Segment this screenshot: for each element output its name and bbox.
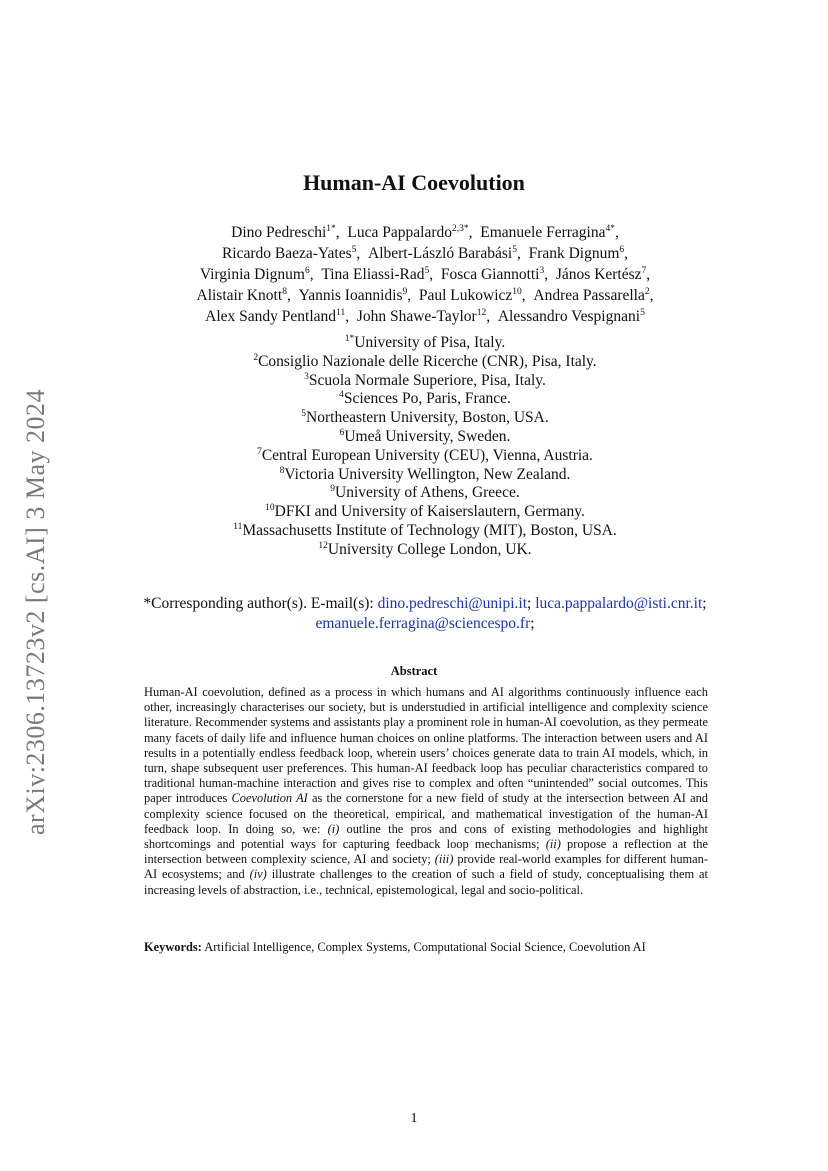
- affiliation-text: Consiglio Nazionale delle Ricerche (CNR), Pisa, Italy.: [258, 352, 597, 370]
- affiliation-text: Sciences Po, Paris, France.: [343, 390, 511, 408]
- author-name: Albert-László Barabási: [368, 245, 513, 262]
- author-name: Alessandro Vespignani: [497, 308, 641, 325]
- author-affiliation-mark: 7: [641, 266, 647, 276]
- abstract-text: Human-AI coevolution, defined as a process in which humans and AI algorithms continuously influence each other, increasingly characterises our society, but is understudied in artificial intelligence and complexity science literature. Recommender systems and assistants play a prominent role in human-AI coevolution, as they permeate many facets of daily life and influence human choices on online platforms. The interaction between users and AI results in a potentially endless feedback loop, wherein users’ choices generate data to train AI models, which, in turn, shape subsequent user preferences. This human-AI feedback loop has peculiar characteristics compared to traditional human-machine interaction and gives rise to complex and often “unintended” social outcomes. This paper introduces: [144, 685, 708, 806]
- affiliation-mark: 12: [318, 540, 328, 551]
- author: [522, 287, 654, 304]
- author-name: Luca Pappalardo: [347, 224, 452, 241]
- affiliation-text: University of Athens, Greece.: [335, 484, 520, 502]
- affiliation-text: University College London, UK.: [327, 540, 532, 558]
- corresponding-authors: [110, 594, 740, 634]
- author-affiliation-mark: 3: [539, 266, 545, 276]
- author-affiliation-mark: 4*: [605, 224, 615, 234]
- author-affiliation-mark: 2: [644, 287, 650, 297]
- keywords: [144, 940, 724, 955]
- affiliation-list: [90, 334, 760, 560]
- author: [517, 245, 628, 262]
- affiliation-text: Umeå University, Sweden.: [344, 427, 511, 445]
- affiliation-mark: 7: [257, 446, 262, 457]
- author-affiliation-mark: 9: [402, 287, 408, 297]
- affiliation: [90, 428, 760, 447]
- page-number: 1: [410, 1111, 418, 1126]
- email-separator: ;: [702, 595, 707, 612]
- abstract-text: illustrate challenges to the creation of such a field of study, conceptualising them at increasing levels of abstraction, i.e., technical, epistemological, legal and socio-political.: [144, 867, 709, 897]
- author: [200, 266, 310, 283]
- abstract-text: outline the pros and cons of existing methodologies and highlight shortcomings and potential ways for capturing feedback loop mechanisms;: [144, 821, 708, 852]
- author: [197, 287, 287, 304]
- abstract-body: [144, 685, 708, 898]
- author: [287, 287, 407, 304]
- affiliation: [90, 372, 760, 391]
- author-name: Frank Dignum: [528, 245, 620, 262]
- author: [544, 266, 650, 283]
- affiliation-mark: 3: [304, 371, 309, 382]
- author: [345, 308, 486, 325]
- author-affiliation-mark: 2,3*: [452, 224, 469, 234]
- affiliation-mark: 10: [265, 503, 275, 514]
- affiliation: [90, 466, 760, 485]
- author-line: [90, 285, 760, 306]
- affiliation-mark: 8: [279, 465, 285, 476]
- author-name: John Shawe-Taylor: [356, 308, 477, 325]
- affiliation-mark: 6: [339, 427, 345, 438]
- author-affiliation-mark: 1*: [326, 224, 336, 234]
- affiliation-mark: 1*: [344, 334, 355, 344]
- author: [429, 266, 544, 283]
- author-name: Alistair Knott: [196, 287, 283, 304]
- author-affiliation-mark: 5: [640, 308, 645, 318]
- affiliation-mark: 4: [339, 390, 344, 401]
- abstract-marker: (ii): [545, 837, 561, 852]
- author: [222, 245, 356, 262]
- affiliation-text: Central European University (CEU), Vienna, Austria.: [261, 446, 593, 464]
- author: [356, 245, 517, 262]
- author-line: [90, 264, 760, 285]
- email-link-ferragina[interactable]: emanuele.ferragina@sciencespo.fr: [315, 615, 531, 632]
- abstract-marker: (i): [327, 821, 340, 836]
- author-affiliation-mark: 6: [619, 245, 625, 255]
- affiliation: [90, 447, 760, 466]
- affiliation: [90, 503, 760, 522]
- author-name: János Kertész: [555, 266, 642, 283]
- author: [336, 224, 469, 241]
- affiliation: [90, 409, 760, 428]
- author-name: Andrea Passarella: [533, 287, 645, 304]
- author-list: [90, 222, 760, 327]
- author: [469, 224, 619, 241]
- abstract-marker: (iii): [434, 852, 454, 867]
- author: [231, 224, 336, 241]
- keywords-label: Keywords:: [144, 940, 202, 954]
- author-name: Fosca Giannotti: [440, 266, 540, 283]
- author-affiliation-mark: 5: [512, 245, 517, 255]
- author-name: Emanuele Ferragina: [480, 224, 606, 241]
- affiliation-text: Victoria University Wellington, New Zealand.: [284, 465, 571, 483]
- author-name: Tina Eliassi-Rad: [321, 266, 425, 283]
- keywords-text: Artificial Intelligence, Complex Systems, Computational Social Science, Coevolution AI: [201, 940, 646, 954]
- author: [310, 266, 430, 283]
- author-affiliation-mark: 5: [424, 266, 430, 276]
- author: [205, 308, 345, 325]
- affiliation-mark: 2: [253, 352, 259, 363]
- abstract-text: as the cornerstone for a new field of study at the intersection between AI and complexity science focused on the theoretical, empirical, and mathematical investigation of the human-AI feedback loop. In doing so, we:: [144, 791, 709, 836]
- author-name: Virginia Dignum: [199, 266, 305, 283]
- affiliation: [90, 390, 760, 409]
- email-link-pappalardo[interactable]: luca.pappalardo@isti.cnr.it: [535, 595, 703, 612]
- author-name: Alex Sandy Pentland: [205, 308, 337, 325]
- affiliation: [90, 541, 760, 560]
- affiliation-mark: 9: [330, 484, 336, 495]
- author-affiliation-mark: 10: [512, 287, 522, 297]
- paper-title: Human-AI Coevolution: [303, 170, 525, 195]
- author-line: [90, 243, 760, 264]
- author-line: [90, 306, 760, 327]
- affiliation-mark: 11: [233, 521, 243, 532]
- abstract-marker: (iv): [249, 867, 267, 882]
- author-affiliation-mark: 11: [336, 308, 346, 318]
- affiliation-text: Massachusetts Institute of Technology (MIT), Boston, USA.: [242, 521, 617, 539]
- author-name: Yannis Ioannidis: [298, 287, 403, 304]
- abstract-heading: Abstract: [390, 664, 438, 678]
- abstract-text: propose a reflection at the intersection between complexity science, AI and society;: [144, 837, 709, 867]
- affiliation-text: University of Pisa, Italy.: [354, 334, 506, 351]
- author: [486, 308, 645, 325]
- author-line: [90, 222, 760, 243]
- author-affiliation-mark: 5: [351, 245, 357, 255]
- affiliation-mark: 5: [301, 409, 307, 420]
- affiliation: [90, 353, 760, 372]
- affiliation: [90, 334, 760, 353]
- email-link-pedreschi[interactable]: dino.pedreschi@unipi.it: [377, 595, 528, 612]
- affiliation-text: Northeastern University, Boston, USA.: [306, 409, 549, 427]
- abstract-text: provide real-world examples for different human-AI ecosystems; and: [144, 852, 709, 882]
- email-separator: ;: [527, 595, 536, 612]
- author-affiliation-mark: 12: [476, 308, 487, 318]
- author-affiliation-mark: 6: [304, 266, 310, 276]
- affiliation-text: Scuola Normale Superiore, Pisa, Italy.: [308, 371, 546, 389]
- affiliation: [90, 522, 760, 541]
- corresponding-prefix: *Corresponding author(s). E-mail(s):: [143, 595, 378, 612]
- corresponding-suffix: ;: [530, 615, 535, 632]
- author: [407, 287, 522, 304]
- author-name: Paul Lukowicz: [418, 287, 513, 304]
- affiliation: [90, 484, 760, 503]
- author-name: Ricardo Baeza-Yates: [221, 245, 352, 262]
- abstract-term: Coevolution AI: [231, 791, 308, 806]
- affiliation-text: DFKI and University of Kaiserslautern, Germany.: [274, 503, 585, 521]
- author-affiliation-mark: 8: [282, 287, 287, 297]
- arxiv-identifier-stamp: arXiv:2306.13723v2 [cs.AI] 3 May 2024: [21, 389, 50, 835]
- author-name: Dino Pedreschi: [231, 224, 327, 241]
